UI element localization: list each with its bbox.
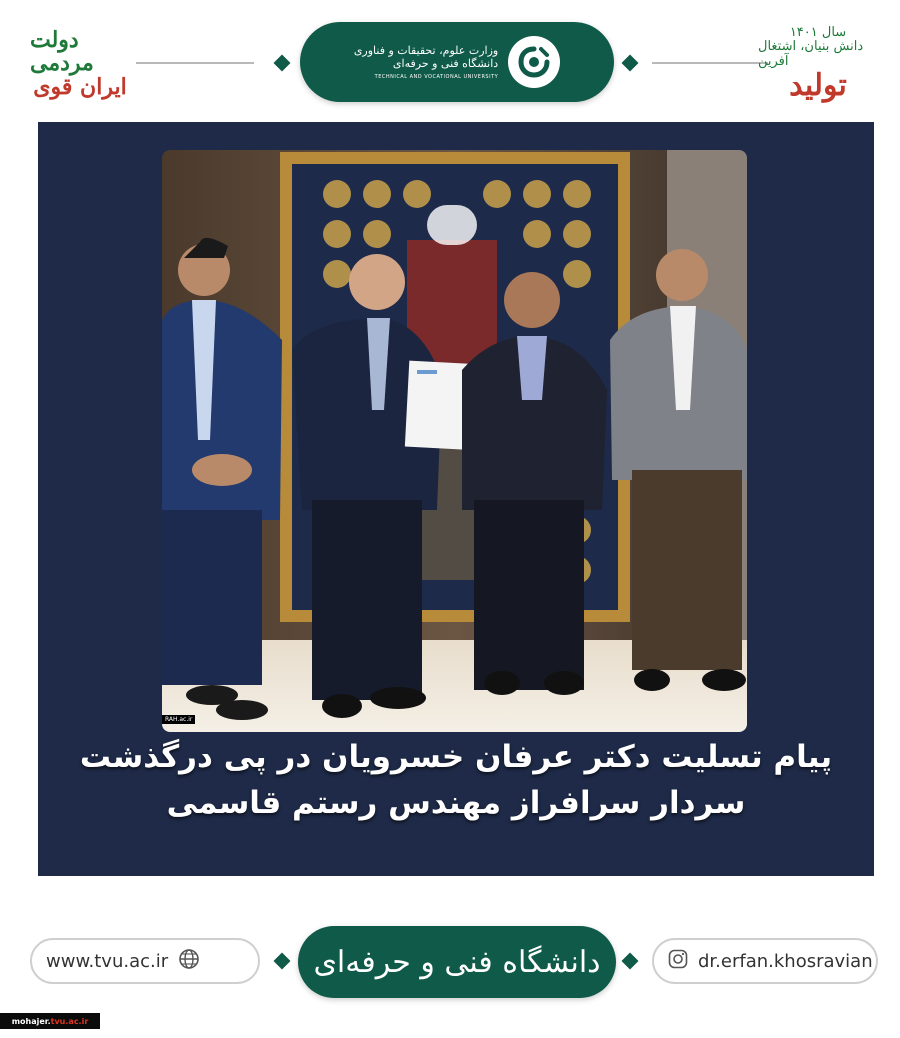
news-caption bbox=[38, 734, 874, 826]
footer-university-title-badge bbox=[298, 926, 616, 998]
diamond-ornament-icon bbox=[622, 953, 639, 970]
university-badge bbox=[300, 22, 614, 102]
footer-university-title: دانشگاه فنی و حرفه‌ای bbox=[313, 944, 601, 980]
diamond-ornament-icon bbox=[274, 55, 291, 72]
header-divider-left bbox=[136, 62, 254, 64]
diamond-ornament-icon bbox=[274, 953, 291, 970]
university-line3: TECHNICAL AND VOCATIONAL UNIVERSITY bbox=[374, 74, 499, 80]
slogan-right-subtitle: دانش بنیان، اشتغال آفرین bbox=[758, 39, 864, 69]
slogan-left-line1: دولت مردمی bbox=[30, 27, 94, 77]
university-line2: دانشگاه فنی و حرفه‌ای bbox=[392, 57, 499, 70]
slogan-logo-right bbox=[758, 18, 878, 110]
university-name bbox=[354, 44, 498, 80]
source-tag-accent: tvu.ac.ir bbox=[50, 1016, 89, 1026]
news-panel bbox=[38, 122, 874, 876]
photo-watermark: RAH.ac.ir bbox=[162, 715, 195, 724]
news-photo bbox=[162, 150, 747, 732]
instagram-icon bbox=[668, 949, 688, 973]
caption-line1: پیام تسلیت دکتر عرفان خسرویان در پی درگذشت bbox=[79, 739, 833, 775]
website-pill[interactable] bbox=[30, 938, 260, 984]
header bbox=[0, 0, 900, 120]
slogan-right-year: سال ۱۴۰۱ bbox=[789, 25, 847, 41]
university-line1: وزارت علوم، تحقیقات و فناوری bbox=[353, 44, 499, 57]
instagram-handle[interactable]: dr.erfan.khosravian bbox=[698, 950, 873, 972]
instagram-pill[interactable] bbox=[652, 938, 878, 984]
slogan-logo-left bbox=[30, 18, 130, 110]
university-logo-icon bbox=[508, 36, 560, 88]
diamond-ornament-icon bbox=[622, 55, 639, 72]
globe-icon bbox=[178, 948, 200, 974]
website-link[interactable]: www.tvu.ac.ir bbox=[46, 950, 169, 972]
slogan-right-title: تولید bbox=[789, 67, 847, 103]
footer bbox=[0, 920, 900, 1010]
source-tag-prefix: mohajer. bbox=[11, 1016, 51, 1026]
caption-line2: سردار سرافراز مهندس رستم قاسمی bbox=[166, 785, 746, 821]
slogan-left-line2: ایران قوی bbox=[33, 73, 127, 100]
source-tag bbox=[0, 1013, 100, 1029]
header-divider-right bbox=[652, 62, 768, 64]
